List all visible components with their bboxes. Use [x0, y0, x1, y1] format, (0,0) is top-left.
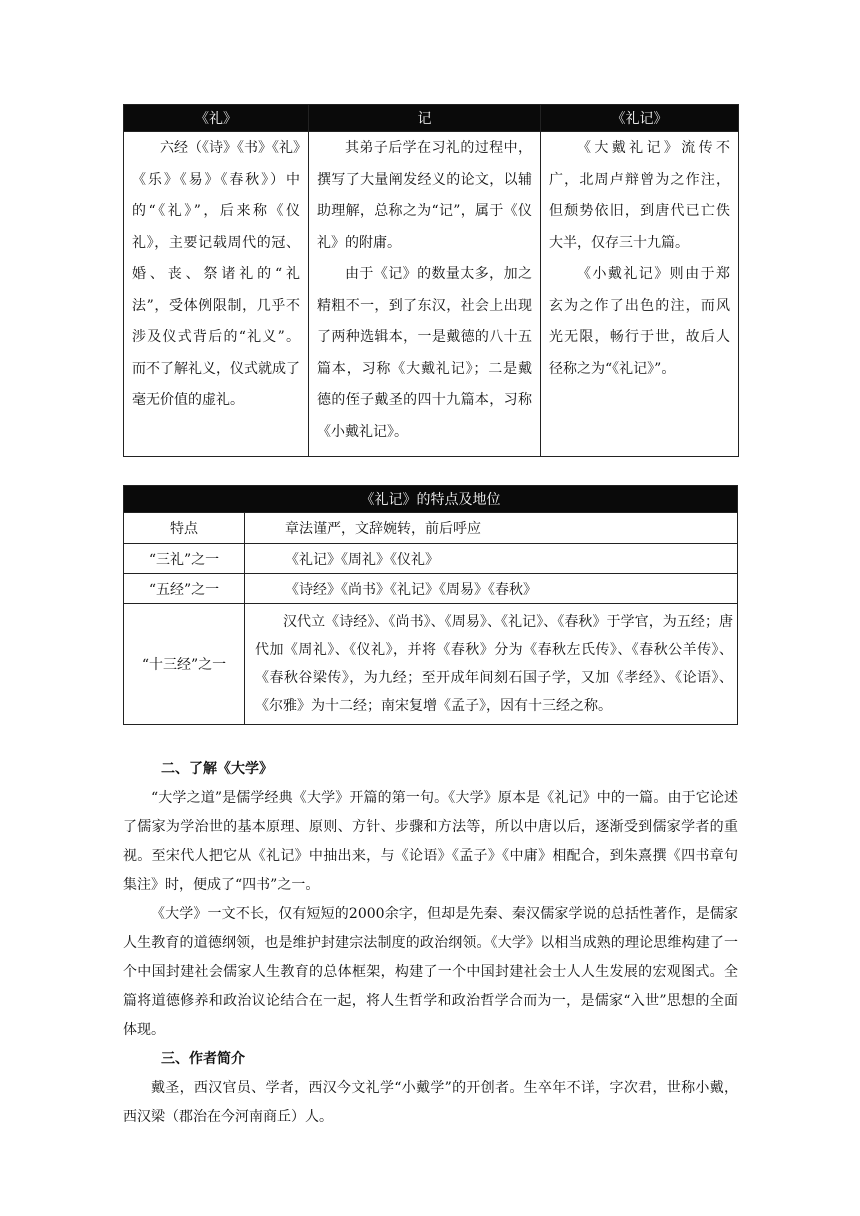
table-header-row — [124, 105, 739, 132]
table-title-row — [124, 486, 738, 513]
cell-paragraph: 《大戴礼记》流传不广，北周卢辩曾为之作注，但颓势依旧，到唐代已亡佚大半，仅存三十九篇。 — [549, 140, 730, 251]
table-row — [124, 574, 738, 604]
row-value: 汉代立《诗经》、《尚书》、《周易》、《礼记》、《春秋》于学官，为五经；唐代加《周礼》、《仪礼》，并将《春秋》分为《春秋左氏传》、《春秋公羊传》、《春秋谷梁传》，为九经；至开成年间刻石国子学，又加《孝经》、《论语》、《尔雅》为十二经；南宋复增《孟子》，因有十三经之称。 — [245, 604, 738, 725]
row-value: 章法谨严，文辞婉转，前后呼应 — [245, 513, 738, 544]
cell-ji — [309, 132, 541, 457]
table-row — [124, 132, 739, 457]
table-row — [124, 544, 738, 574]
document-page — [123, 104, 738, 1132]
row-value: 《礼记》《周礼》《仪礼》 — [245, 544, 738, 574]
header-liji: 《礼记》 — [541, 105, 739, 132]
cell-li — [124, 132, 309, 457]
cell-paragraph: 六经（《诗》《书》《礼》《乐》《易》《春秋》）中的“《礼》”，后来称《仪礼》，主要记载周代的冠、婚、丧、祭诸礼的“礼法”，受体例限制，几乎不涉及仪式背后的“礼义”。而不了解礼义，仪式就成了毫无价值的虚礼。 — [132, 140, 300, 408]
header-li: 《礼》 — [124, 105, 309, 132]
row-key: “十三经”之一 — [124, 604, 245, 725]
li-evolution-table — [123, 104, 739, 457]
row-key: “五经”之一 — [124, 574, 245, 604]
header-ji: 记 — [309, 105, 541, 132]
table-row — [124, 513, 738, 544]
row-key: 特点 — [124, 513, 245, 544]
paragraph: “大学之道”是儒学经典《大学》开篇的第一句。《大学》原本是《礼记》中的一篇。由于它论述了儒家为学治世的基本原理、原则、方针、步骤和方法等，所以中唐以后，逐渐受到儒家学者的重视。至宋代人把它从《礼记》中抽出来，与《论语》《孟子》《中庸》相配合，到朱熹撰《四书章句集注》时，便成了“四书”之一。 — [123, 790, 738, 893]
paragraph: 戴圣，西汉官员、学者，西汉今文礼学“小戴学”的开创者。生卒年不详，字次君，世称小戴，西汉梁（郡治在今河南商丘）人。 — [123, 1080, 738, 1125]
row-key: “三礼”之一 — [124, 544, 245, 574]
paragraph: 《大学》一文不长，仅有短短的2000余字，但却是先秦、秦汉儒家学说的总括性著作，是儒家人生教育的道德纲领，也是维护封建宗法制度的政治纲领。《大学》以相当成熟的理论思维构建了一个中国封建社会儒家人生教育的总体框架，构建了一个中国封建社会士人人生发展的宏观图式。全篇将道德修养和政治议论结合在一起，将人生哲学和政治哲学合而为一，是儒家“入世”思想的全面体现。 — [123, 906, 738, 1038]
cell-paragraph: 《小戴礼记》则由于郑玄为之作了出色的注，而风光无限，畅行于世，故后人径称之为“《礼记》”。 — [549, 266, 730, 377]
body-text — [123, 755, 738, 1132]
section-heading-author: 三、作者简介 — [161, 1051, 245, 1067]
liji-features-table — [123, 485, 738, 725]
section-heading-daxue: 二、了解《大学》 — [161, 761, 273, 777]
row-value: 《诗经》《尚书》《礼记》《周易》《春秋》 — [245, 574, 738, 604]
cell-paragraph: 其弟子后学在习礼的过程中，撰写了大量阐发经义的论文，以辅助理解，总称之为“记”，属于《仪礼》的附庸。 — [317, 140, 532, 251]
table-row — [124, 604, 738, 725]
cell-paragraph: 由于《记》的数量太多，加之精粗不一，到了东汉，社会上出现了两种选辑本，一是戴德的八十五篇本，习称《大戴礼记》；二是戴德的侄子戴圣的四十九篇本，习称《小戴礼记》。 — [317, 266, 532, 440]
table-title: 《礼记》的特点及地位 — [124, 486, 738, 513]
cell-liji — [541, 132, 739, 457]
